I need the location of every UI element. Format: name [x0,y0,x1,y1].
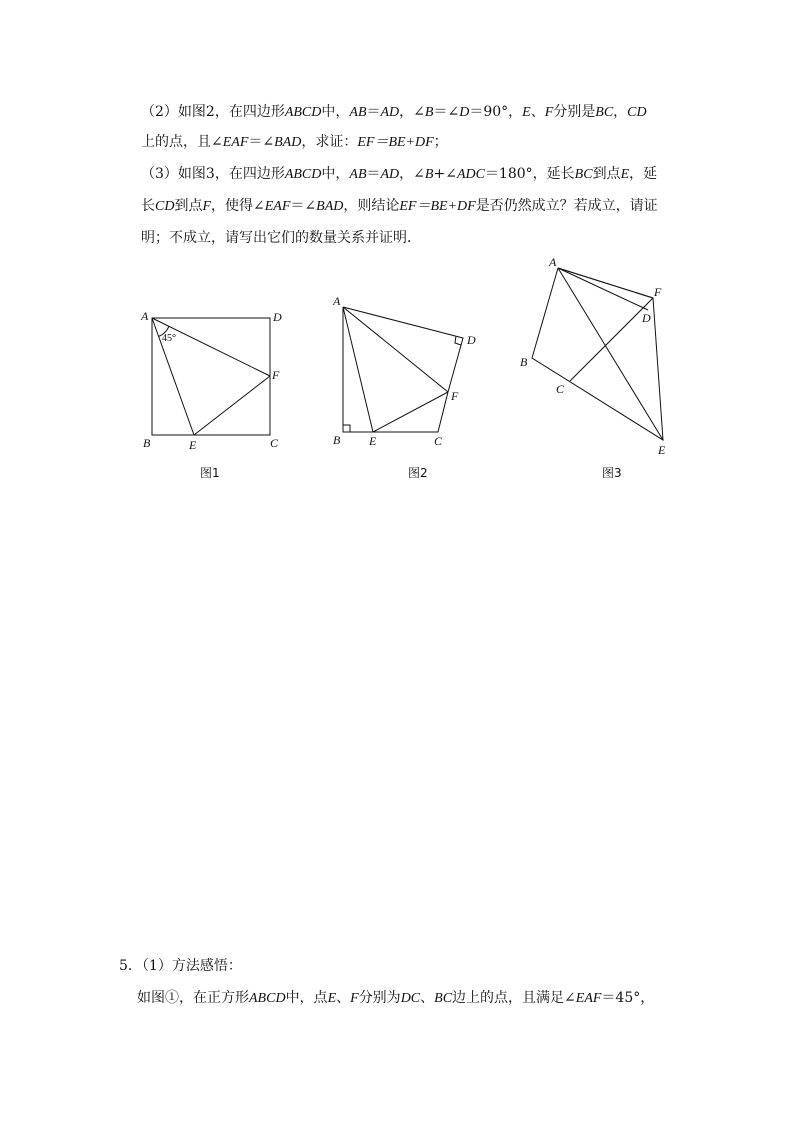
figure-2 [343,307,463,432]
text: ＝180°，延长 [484,166,575,182]
math-cd: CD [627,105,647,120]
text: 到点 [592,166,621,182]
math-ad: AD [380,105,400,120]
text: 长 [141,198,155,214]
text: 、 [420,990,435,1006]
fig3-label-e: E [658,443,666,457]
math-dc: DC [400,991,421,1006]
text: 上的点，且∠ [141,134,223,150]
text: ＝∠ [248,134,275,150]
text: 、 [530,104,545,120]
fig1-label-f: F [272,368,280,382]
fig3-label-a: A [549,255,557,269]
text: （2）如图2，在四边形 [141,104,285,120]
text: ， [613,104,628,120]
text: ＝45°， [601,990,655,1006]
fig1-label-e: E [189,438,197,452]
fig1-label-c: C [270,436,279,450]
math-e: E [620,167,630,182]
segment-cf [570,298,653,381]
fig3-caption: 图3 [602,466,622,480]
math-e: E [327,991,337,1006]
fig2-label-c: C [434,434,443,448]
math-conclusion: EF＝BE+DF [399,199,476,214]
text: ，使得∠ [211,198,265,214]
math-ab: AB [349,105,367,120]
math-bad: BAD [274,135,302,150]
math-abcd: ABCD [284,167,322,182]
math-bad: BAD [316,199,344,214]
part3-line3: 明；不成立，请写出它们的数量关系并证明． [141,230,421,246]
right-angle-mark-b [343,425,350,432]
math-conclusion: EF＝BE+DF [357,135,434,150]
math-adc: ADC [456,167,485,182]
math-ad: AD [380,167,400,182]
fig2-label-d: D [467,333,476,347]
math-f: F [202,199,212,214]
segment-af [558,268,653,298]
math-bc: BC [595,105,614,120]
fig1-label-b: B [143,436,151,450]
math-eaf: EAF [264,199,291,214]
fig3-label-b: B [520,355,528,369]
text: 分别为 [358,990,401,1006]
fig1-caption: 图1 [200,466,220,480]
text: ＝∠ [433,104,460,120]
math-b: B [424,167,434,182]
segment-ef [194,376,270,435]
text: 是否仍然成立？若成立，请证 [475,198,658,214]
text: ，延 [629,166,658,182]
text: 中，点 [285,990,328,1006]
math-f: F [350,991,359,1006]
quadrilateral-abcd [343,307,463,432]
math-e: E [522,105,531,120]
geometry-figures [0,0,794,500]
problem5-line1: 5．（1）方法感悟： [119,958,242,974]
fig1-label-d: D [273,310,282,324]
math-d: D [459,105,470,120]
text: 分别是 [553,104,596,120]
fig3-label-c: C [556,382,565,396]
math-b: B [424,105,434,120]
math-abcd: ABCD [284,105,322,120]
fig3-label-d: D [642,311,651,325]
fig2-label-a: A [333,294,341,308]
text: ，∠ [399,104,425,120]
text: ，∠ [399,166,425,182]
fig2-label-b: B [333,433,341,447]
text: ＝∠ [290,198,317,214]
text: （3）如图3，在四边形 [141,166,285,182]
problem5-line2 [137,988,654,1009]
math-abcd: ABCD [249,991,286,1006]
segment-af [343,307,448,392]
text: 如图①，在正方形 [137,990,249,1006]
text: 中， [321,104,350,120]
text: ，求证： [301,134,358,150]
segment-ef [373,392,448,432]
math-ab: AB [349,167,367,182]
fig2-label-e: E [369,434,377,448]
text: 、 [336,990,351,1006]
fig2-label-f: F [451,389,459,403]
fig1-label-a: A [141,309,149,323]
fig2-caption: 图2 [408,466,428,480]
text: ； [433,134,448,150]
segment-ae [558,268,663,440]
text: ，则结论 [343,198,400,214]
text: ＝ [366,104,381,120]
text: 边上的点，且满足∠ [452,990,576,1006]
text: 到点 [174,198,203,214]
math-cd: CD [155,199,175,214]
figure-3 [532,268,663,440]
text: +∠ [433,166,457,182]
math-bc: BC [434,991,453,1006]
math-bc: BC [574,167,593,182]
text: 中， [321,166,350,182]
segment-ae [343,307,373,432]
math-eaf: EAF [222,135,249,150]
math-f: F [544,105,554,120]
segment-ad [558,268,648,310]
fig1-angle-label: 45° [162,333,176,344]
text: ＝90°， [469,104,523,120]
text: ＝ [366,166,381,182]
fig3-label-f: F [654,285,662,299]
math-eaf: EAF [575,991,602,1006]
